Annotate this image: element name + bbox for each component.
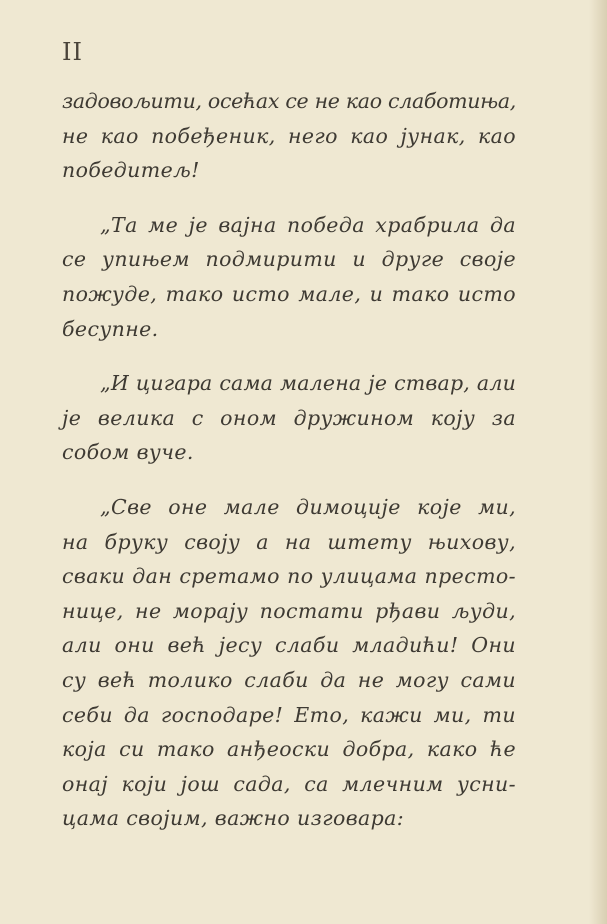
text-line: су већ толико слаби да не могу сами <box>62 667 516 692</box>
text-line: на бруку своју а на штету њихову, <box>62 529 516 554</box>
paragraph-1 <box>62 84 516 188</box>
page-number: II <box>62 38 83 66</box>
paragraph-2 <box>62 208 516 346</box>
text-line: сваки дан сретамо по улицама престо- <box>62 564 516 589</box>
paragraph-4 <box>62 490 516 836</box>
page-edge-shadow <box>589 0 607 924</box>
text-line: цама својим, важно изговара: <box>62 806 405 831</box>
paragraph-3 <box>62 366 516 470</box>
text-line: „И цигара сама малена је ствар, али <box>100 371 516 396</box>
text-line: собом вуче. <box>62 440 194 465</box>
text-line: задовољити, осећах се не као слаботиња, <box>62 89 516 113</box>
text-line: која си тако анђеоски добра, како ће <box>62 737 516 762</box>
text-line: се упињем подмирити и друге своје <box>62 247 516 272</box>
text-line: нице, не морају постати рђави људи, <box>62 598 516 623</box>
text-line: али они већ јесу слаби младићи! Они <box>62 633 516 658</box>
text-line: „Све оне мале димоције које ми, <box>100 494 516 519</box>
text-line: бесупне. <box>62 316 159 341</box>
text-line: „Та ме је вајна победа храбрила да <box>100 212 516 237</box>
body-text <box>62 84 516 836</box>
text-line: себи да господаре! Ето, кажи ми, ти <box>62 702 516 727</box>
text-line: је велика с оном дружином коју за <box>62 405 516 430</box>
text-line: онај који још сада, са млечним усни- <box>62 771 516 796</box>
text-line: пожуде, тако исто мале, и тако исто <box>62 281 516 306</box>
text-line: победитељ! <box>62 158 200 183</box>
text-line: не као побеђеник, него као јунак, као <box>62 123 516 148</box>
